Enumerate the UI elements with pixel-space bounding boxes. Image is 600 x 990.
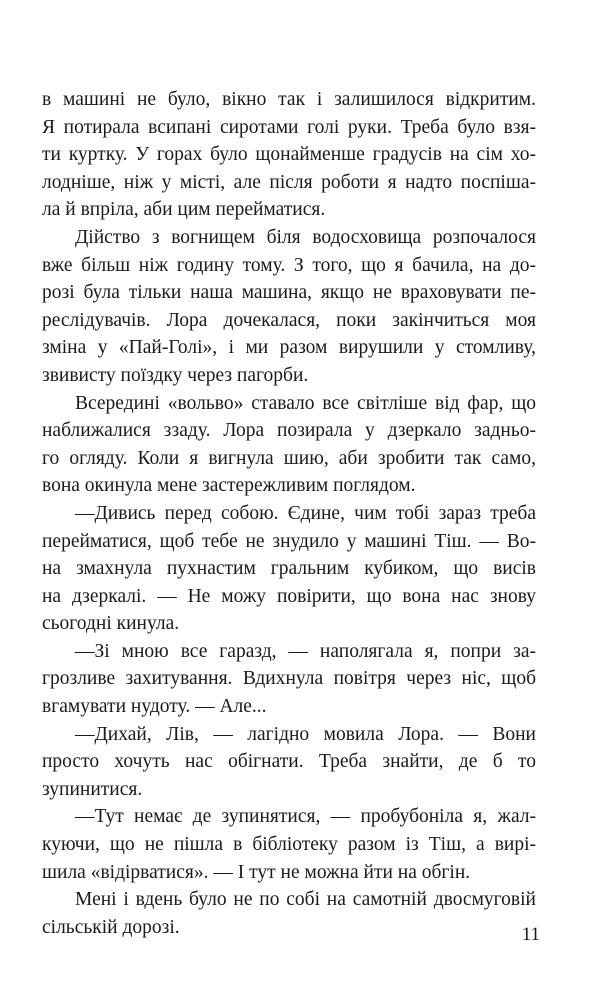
text-line: вже більш ніж годину тому. З того, що я бачила, на до- <box>42 254 536 276</box>
text-line: на дзеркалі. — Не можу повірити, що вона нас знову <box>42 585 536 607</box>
text-line: Мені і вдень було не по собі на самотній двосмуговій <box>75 889 536 911</box>
text-line: —Дивись перед собою. Єдине, чим тобі зараз треба <box>75 502 536 524</box>
text-line: лодніше, ніж у місті, але після роботи я надто поспіша- <box>42 171 536 193</box>
text-line: Я потирала всипані сиротами голі руки. Треба було взя- <box>42 116 536 138</box>
text-line: Дійство з вогнищем біля водосховища розпочалося <box>75 226 536 248</box>
text-line: куючи, що не пішла в бібліотеку разом із Тіш, а вирі- <box>42 834 536 856</box>
text-line: шила «відірватися». — І тут не можна йти на обгін. <box>42 861 471 883</box>
text-line: грозливе захитування. Вдихнула повітря через ніс, щоб <box>42 668 536 690</box>
page-number: 11 <box>521 924 540 945</box>
text-line: реслідувачів. Лора дочекалася, поки закінчиться моя <box>42 309 536 331</box>
text-line: в машині не було, вікно так і залишилося відкритим. <box>42 89 536 110</box>
text-line: —Зі мною все гаразд, — наполягала я, попри за- <box>75 640 536 662</box>
text-line: го огляду. Коли я вигнула шию, аби зробити так само, <box>42 447 536 469</box>
text-line: сьогодні кинула. <box>42 613 180 635</box>
text-line: перейматися, щоб тебе не знудило у машині Тіш. — Во- <box>42 530 536 552</box>
text-line: Всередині «вольво» ставало все світліше від фар, що <box>75 392 536 414</box>
page-body <box>42 86 536 941</box>
paragraph <box>42 886 536 941</box>
text-line: на змахнула пухнастим гральним кубиком, що висів <box>42 558 536 580</box>
text-line: розі була тільки наша машина, якщо не враховувати пе- <box>42 282 536 304</box>
paragraph <box>42 390 536 500</box>
text-line: просто хочуть нас обігнати. Треба знайти, де б то <box>42 751 536 773</box>
text-line: наближалися ззаду. Лора позирала у дзеркало задньо- <box>42 420 536 442</box>
text-line: —Дихай, Лів, — лагідно мовила Лора. — Вони <box>75 723 536 745</box>
paragraph <box>42 86 536 224</box>
text-line: зупинитися. <box>42 778 143 800</box>
paragraph <box>42 638 536 721</box>
paragraph <box>42 721 536 804</box>
text-line: ти куртку. У горах було щонайменше градусів на сім хо- <box>42 144 536 166</box>
text-line: —Тут немає де зупинятися, — пробубоніла я, жал- <box>75 806 536 828</box>
text-line: сільській дорозі. <box>42 916 180 938</box>
text-line: вгамувати нудоту. — Але... <box>42 696 267 718</box>
text-line: зміна у «Пай-Голі», і ми разом вирушили у стомливу, <box>42 337 536 359</box>
text-line: ла й впріла, аби цим перейматися. <box>42 199 326 221</box>
paragraph <box>42 224 536 390</box>
text-line: звивисту поїздку через пагорби. <box>42 364 309 386</box>
paragraph <box>42 500 536 638</box>
paragraph <box>42 803 536 886</box>
text-line: вона окинула мене застережливим поглядом. <box>42 475 416 497</box>
